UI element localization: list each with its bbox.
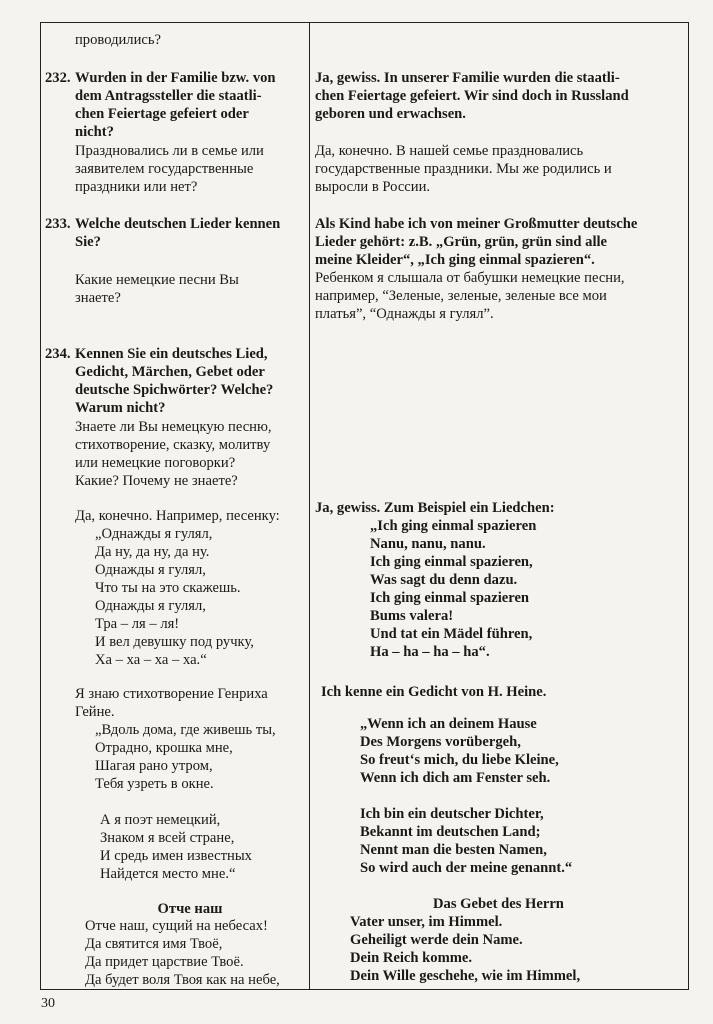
question-number-234: 234. bbox=[45, 346, 71, 362]
poem-ru-line: „Вдоль дома, где живешь ты, bbox=[95, 722, 276, 738]
q232-ru-2: заявителем государственные bbox=[75, 161, 254, 177]
q234-ru-3: или немецкие поговорки? bbox=[75, 455, 236, 471]
song-de-line: Bums valera! bbox=[370, 608, 454, 624]
q234-ru-2: стихотворение, сказку, молитву bbox=[75, 437, 271, 453]
poem-ru-line: Тебя узреть в окне. bbox=[95, 776, 214, 792]
poem-de-line: Des Morgens vorübergeh, bbox=[360, 734, 521, 750]
song-ru-line: И вел девушку под ручку, bbox=[95, 634, 254, 650]
poem-de-line: So wird auch der meine genannt.“ bbox=[360, 860, 573, 876]
song-de-line: Ich ging einmal spazieren, bbox=[370, 554, 533, 570]
poem-de-line: Wenn ich dich am Fenster seh. bbox=[360, 770, 551, 786]
q233-ru-1: Какие немецкие песни Вы bbox=[75, 272, 239, 288]
poem-de-line: Nennt man die besten Namen, bbox=[360, 842, 547, 858]
q232-de-3: chen Feiertage gefeiert oder bbox=[75, 106, 249, 122]
poem-ru-line: Отрадно, крошка мне, bbox=[95, 740, 233, 756]
a232-ru-2: государственные праздники. Мы же родились и bbox=[315, 161, 612, 177]
song-ru-line: Что ты на это скажешь. bbox=[95, 580, 241, 596]
prayer-title-ru: Отче наш bbox=[157, 901, 223, 917]
prayer-ru-line: Отче наш, сущий на небесах! bbox=[85, 918, 268, 934]
song-ru-line: Да ну, да ну, да ну. bbox=[95, 544, 210, 560]
prayer-ru-line: Да придет царствие Твоё. bbox=[85, 954, 244, 970]
song-de-line: Und tat ein Mädel führen, bbox=[370, 626, 533, 642]
q232-ru-3: праздники или нет? bbox=[75, 179, 198, 195]
poem-ru-line: А я поэт немецкий, bbox=[100, 812, 221, 828]
song-ru-line: Тра – ля – ля! bbox=[95, 616, 180, 632]
a233-de-3: meine Kleider“, „Ich ging einmal spazieren“. bbox=[315, 252, 595, 268]
song-de-line: Ich ging einmal spazieren bbox=[370, 590, 530, 606]
poem-ru-line: И средь имен известных bbox=[100, 848, 252, 864]
poem-ru-line: Знаком я всей стране, bbox=[100, 830, 235, 846]
a233-de-2: Lieder gehört: z.B. „Grün, grün, grün sind alle bbox=[315, 234, 608, 250]
prayer-ru-line: Да святится имя Твоё, bbox=[85, 936, 223, 952]
a232-ru-1: Да, конечно. В нашей семье праздновались bbox=[315, 143, 584, 159]
song-de-line: „Ich ging einmal spazieren bbox=[370, 518, 537, 534]
song-ru-line: Однажды я гулял, bbox=[95, 562, 206, 578]
prayer-de-line: Geheiligt werde dein Name. bbox=[350, 932, 523, 948]
prayer-de-line: Dein Wille geschehe, wie im Himmel, bbox=[350, 968, 581, 984]
song-ru-line: „Однажды я гулял, bbox=[95, 526, 213, 542]
a233-ru-3: платья”, “Однажды я гулял”. bbox=[315, 306, 494, 322]
prayer-ru-line: Да будет воля Твоя как на небе, bbox=[85, 972, 280, 988]
poem-intro-ru-1: Я знаю стихотворение Генриха bbox=[75, 686, 268, 702]
q233-de-1: Welche deutschen Lieder kennen bbox=[75, 216, 281, 232]
song-de-line: Nanu, nanu, nanu. bbox=[370, 536, 486, 552]
q234-de-4: Warum nicht? bbox=[75, 400, 166, 416]
poem-de-line: Ich bin ein deutscher Dichter, bbox=[360, 806, 544, 822]
song-intro-ru: Да, конечно. Например, песенку: bbox=[75, 508, 280, 524]
song-de-line: Ha – ha – ha – ha“. bbox=[370, 644, 490, 660]
q232-de-2: dem Antragssteller die staatli- bbox=[75, 88, 262, 104]
q232-de-4: nicht? bbox=[75, 124, 114, 140]
song-de-line: Was sagt du denn dazu. bbox=[370, 572, 518, 588]
q234-ru-1: Знаете ли Вы немецкую песню, bbox=[75, 419, 272, 435]
q234-ru-4: Какие? Почему не знаете? bbox=[75, 473, 238, 489]
prayer-title-de: Das Gebet des Herrn bbox=[433, 896, 564, 912]
a232-de-1: Ja, gewiss. In unserer Familie wurden die staatli- bbox=[315, 70, 620, 86]
a233-ru-2: например, “Зеленые, зеленые, зеленые все мои bbox=[315, 288, 607, 304]
poem-intro-ru-2: Гейне. bbox=[75, 704, 115, 720]
q234-de-2: Gedicht, Märchen, Gebet oder bbox=[75, 364, 265, 380]
poem-ru-line: Шагая рано утром, bbox=[95, 758, 213, 774]
poem-de-line: „Wenn ich an deinem Hause bbox=[360, 716, 537, 732]
prayer-de-line: Vater unser, im Himmel. bbox=[350, 914, 503, 930]
a232-de-2: chen Feiertage gefeiert. Wir sind doch in Russland bbox=[315, 88, 629, 104]
song-intro-de: Ja, gewiss. Zum Beispiel ein Liedchen: bbox=[315, 500, 555, 516]
a233-ru-1: Ребенком я слышала от бабушки немецкие песни, bbox=[315, 270, 625, 286]
a232-ru-3: выросли в России. bbox=[315, 179, 431, 195]
poem-ru-line: Найдется место мне.“ bbox=[100, 866, 236, 882]
song-ru-line: Однажды я гулял, bbox=[95, 598, 206, 614]
poem-de-line: Bekannt im deutschen Land; bbox=[360, 824, 541, 840]
q233-de-2: Sie? bbox=[75, 234, 101, 250]
question-number-233: 233. bbox=[45, 216, 71, 232]
song-ru-line: Ха – ха – ха – ха.“ bbox=[95, 652, 207, 668]
a233-de-1: Als Kind habe ich von meiner Großmutter deutsche bbox=[315, 216, 638, 232]
column-divider bbox=[309, 22, 310, 990]
page-number: 30 bbox=[41, 996, 55, 1011]
prayer-de-line: Dein Reich komme. bbox=[350, 950, 473, 966]
question-number-232: 232. bbox=[45, 70, 71, 86]
poem-intro-de: Ich kenne ein Gedicht von H. Heine. bbox=[321, 684, 547, 700]
top-continuation: проводились? bbox=[75, 32, 162, 48]
q234-de-3: deutsche Spichwörter? Welche? bbox=[75, 382, 274, 398]
q232-de-1: Wurden in der Familie bzw. von bbox=[75, 70, 276, 86]
q234-de-1: Kennen Sie ein deutsches Lied, bbox=[75, 346, 268, 362]
poem-de-line: So freut‘s mich, du liebe Kleine, bbox=[360, 752, 559, 768]
a232-de-3: geboren und erwachsen. bbox=[315, 106, 466, 122]
q232-ru-1: Праздновались ли в семье или bbox=[75, 143, 264, 159]
q233-ru-2: знаете? bbox=[75, 290, 121, 306]
